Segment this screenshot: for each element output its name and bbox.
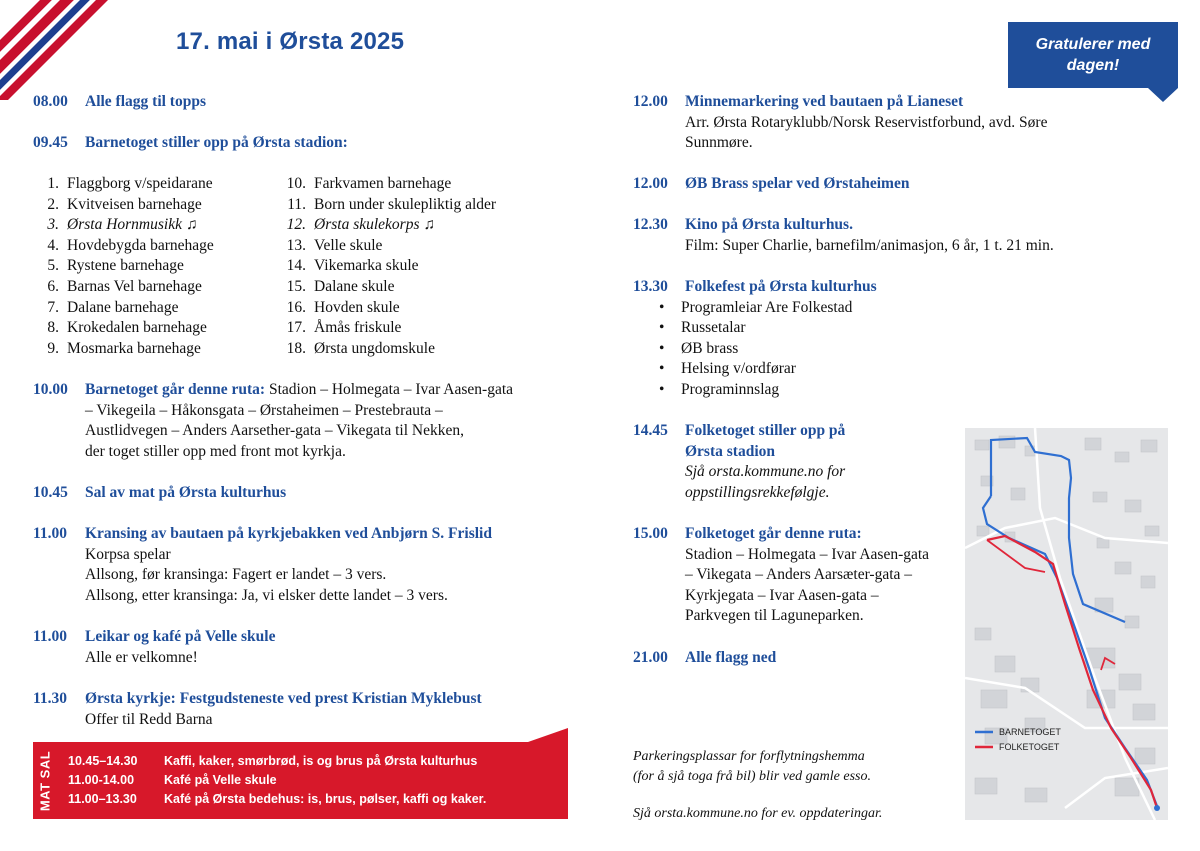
list-item: 7. Dalane barnehage [47,298,179,316]
event-2100 [633,648,953,669]
list-item: • Programinnslag [659,380,780,398]
mat-sal-label: MAT SAL [37,750,53,811]
event-1130 [33,689,578,730]
list-item: 18. Ørsta ungdomskule [286,339,435,357]
event-heading: Barnetoget går denne ruta: [85,381,266,398]
event-line: Arr. Ørsta Rotaryklubb/Norsk Reservistforbund, avd. Søre [685,113,1048,131]
congrats-line-2: dagen! [1066,57,1120,74]
lineup-list-col2 [280,174,496,359]
mat-sal-box-corner [528,728,568,742]
event-heading: Barnetoget stiller opp på Ørsta stadion: [85,134,348,151]
event-line: Korpsa spelar [85,545,171,563]
route-map [965,428,1168,820]
event-line: Sjå orsta.kommune.no for [685,463,846,481]
event-1100-kransing [33,524,578,606]
list-item: 13. Velle skule [286,236,383,254]
map-legend-folketoget: FOLKETOGET [999,742,1060,752]
event-heading: Leikar og kafé på Velle skule [85,628,276,645]
event-heading: Folketoget går denne ruta: [685,525,862,542]
list-item: 8. Krokedalen barnehage [47,319,207,337]
event-heading: Kino på Ørsta kulturhus. [685,216,853,233]
event-1200-minnemarkering [633,92,1153,154]
event-time: 11.30 [33,690,68,707]
event-line: – Vikegeila – Håkonsgata – Ørstaheimen – Prestebrauta – [85,401,443,419]
event-1100-leikar [33,627,573,668]
event-1500 [633,524,958,627]
event-time: 14.45 [633,422,668,439]
event-heading: Alle flagg ned [685,649,777,666]
congrats-line-1: Gratulerer med [1035,36,1151,53]
list-item: 5. Rystene barnehage [47,257,184,275]
lineup-list-col1 [33,174,214,359]
event-1445 [633,421,953,503]
event-0800 [33,92,573,113]
mat-sal-row: 10.45–14.30 Kaffi, kaker, smørbrød, is og brus på Ørsta kulturhus [68,754,478,768]
event-line: oppstillingsrekkefølgje. [685,483,830,501]
event-line: Stadion – Holmegata – Ivar Aasen-gata [265,381,514,398]
page-title: 17. mai i Ørsta 2025 [176,28,405,55]
list-item: 6. Barnas Vel barnehage [47,277,202,295]
list-item: • ØB brass [659,339,739,357]
list-item: • Russetalar [659,319,746,337]
event-line: Sunnmøre. [685,134,753,152]
event-line: – Vikegata – Anders Aarsæter-gata – [685,566,913,584]
event-heading: Sal av mat på Ørsta kulturhus [85,484,287,501]
event-heading: Ørsta stadion [685,442,775,460]
event-1000 [33,380,578,462]
event-heading: Minnemarkering ved bautaen på Lianeset [685,93,964,110]
event-0945 [33,133,573,154]
event-line: Kyrkjegata – Ivar Aasen-gata – [685,586,879,604]
event-heading: Kransing av bautaen på kyrkjebakken ved Anbjørn S. Frislid [85,525,492,542]
event-line: Stadion – Holmegata – Ivar Aasen-gata [685,545,930,563]
event-time: 11.00 [33,628,68,645]
event-heading: ØB Brass spelar ved Ørstaheimen [685,175,910,192]
event-time: 13.30 [633,278,668,295]
list-item: 15. Dalane skule [286,277,395,295]
mat-sal-row: 11.00-14.00 Kafé på Velle skule [68,773,277,787]
event-line: der toget stiller opp med front mot kyrkja. [85,442,346,460]
event-time: 15.00 [633,525,668,542]
flag-corner-stripes [0,0,110,100]
event-time: 12.30 [633,216,668,233]
updates-note: Sjå orsta.kommune.no for ev. oppdateringar. [633,806,883,821]
parking-note: Parkeringsplassar for forflytningshemma (for å sjå toga frå bil) blir ved gamle esso. [633,749,871,784]
event-time: 11.00 [33,525,68,542]
list-item: 3. Ørsta Hornmusikk ♫ [47,216,198,234]
event-time: 09.45 [33,134,68,151]
event-line: Allsong, etter kransinga: Ja, vi elsker dette landet – 3 vers. [85,586,448,604]
list-item: • Programleiar Are Folkestad [659,298,853,316]
list-item: 10. Farkvamen barnehage [286,175,452,192]
list-item: 1. Flaggborg v/speidarane [47,175,213,192]
event-time: 08.00 [33,93,68,110]
event-line: Allsong, før kransinga: Fagert er landet – 3 vers. [85,566,387,584]
list-item: 14. Vikemarka skule [286,257,419,275]
event-time: 10.00 [33,381,68,398]
event-heading: Folkefest på Ørsta kulturhus [685,278,877,295]
event-time: 21.00 [633,649,668,666]
list-item: 17. Åmås friskule [286,319,402,337]
list-item: 16. Hovden skule [286,298,400,316]
event-line: Film: Super Charlie, barnefilm/animasjon, 6 år, 1 t. 21 min. [685,236,1054,254]
event-time: 12.00 [633,93,668,110]
event-1045 [33,483,573,504]
list-item: 2. Kvitveisen barnehage [47,195,202,213]
event-heading: Ørsta kyrkje: Festgudsteneste ved prest Kristian Myklebust [85,690,482,707]
event-time: 12.00 [633,175,668,192]
event-line: Austlidvegen – Anders Aarsether-gata – Vikegata til Nekken, [85,422,464,440]
event-1230 [633,215,1173,256]
list-item: • Helsing v/ordførar [659,360,796,378]
list-item: 12. Ørsta skulekorps ♫ [286,216,435,234]
list-item: 11. Born under skulepliktig alder [287,195,497,213]
map-legend-barnetoget: BARNETOGET [999,727,1061,737]
event-line: Offer til Redd Barna [85,710,213,728]
congrats-banner [1008,22,1178,88]
event-1330 [633,277,1153,401]
mat-sal-row: 11.00–13.30 Kafé på Ørsta bedehus: is, brus, pølser, kaffi og kaker. [68,792,487,806]
event-line: Parkvegen til Laguneparken. [685,607,864,625]
list-item: 4. Hovdebygda barnehage [47,236,214,254]
event-1200-brass [633,174,1153,195]
list-item: 9. Mosmarka barnehage [47,339,201,357]
event-heading: Alle flagg til topps [85,93,206,110]
event-time: 10.45 [33,484,68,501]
event-line: Alle er velkomne! [85,648,198,666]
event-heading: Folketoget stiller opp på [685,422,846,439]
